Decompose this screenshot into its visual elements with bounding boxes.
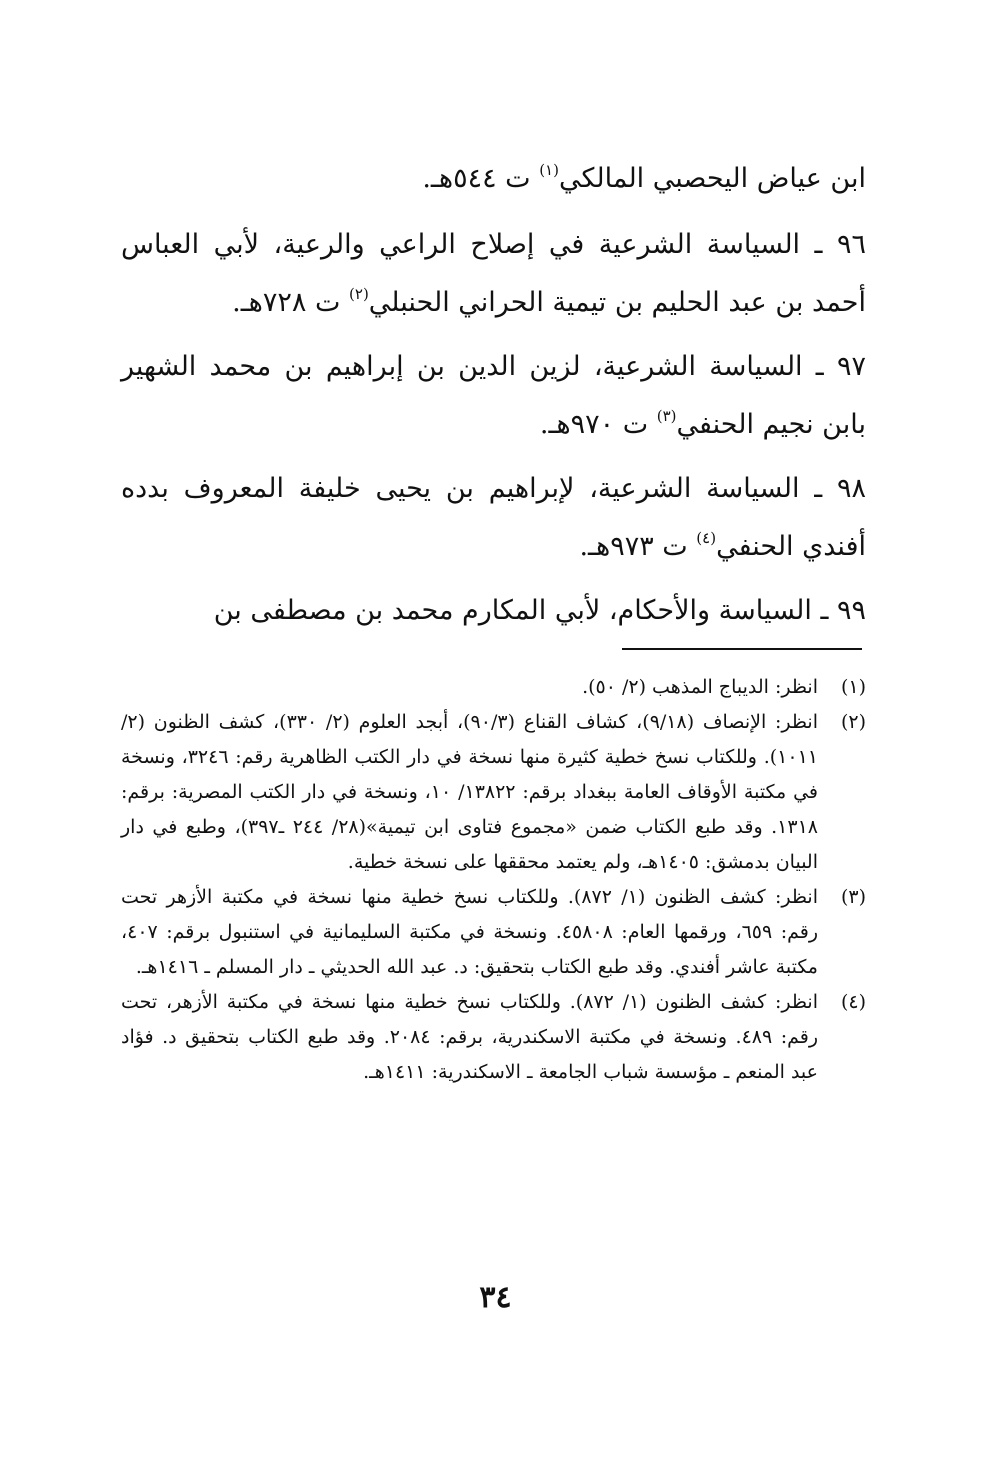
footnote-1: [121, 670, 866, 705]
entry-98: ٩٨ ـ السياسة الشرعية، لإبراهيم بن يحيى خليفة المعروف بدده أفندي الحنفي$^{(٤)}$ ت ٩٧٣هـ.: [121, 473, 866, 562]
footnote-2: [121, 705, 866, 880]
footnote-text: انظر: كشف الظنون (١/ ٨٧٢). وللكتاب نسخ خطية منها نسخة في مكتبة الأزهر تحت رقم: ٦٥٩، ورقمها العام: ٤٥٨٠٨. ونسخة في مكتبة السليمانية في استنبول برقم: ٤٠٧، مكتبة عاشر أفندي. وقد طبع الكتاب بتحقيق: د. عبد الله الحديثي ـ دار المسلم ـ ١٤١٦هـ.: [121, 886, 819, 978]
footnote-separator: [622, 648, 862, 650]
footnote-text: انظر: الديباج المذهب (٢/ ٥٠).: [582, 676, 818, 698]
footnote-3: [121, 880, 866, 985]
entry-96: ٩٦ ـ السياسة الشرعية في إصلاح الراعي والرعية، لأبي العباس أحمد بن عبد الحليم بن تيمية الحراني الحنبلي$^{(٢)}$ ت ٧٢٨هـ.: [121, 229, 866, 318]
entry-99: ٩٩ ـ السياسة والأحكام، لأبي المكارم محمد بن مصطفى بن: [213, 595, 866, 626]
page-number: ٣٤: [479, 1280, 512, 1315]
footnote-ref-1[interactable]: (١): [539, 161, 559, 179]
main-text: [121, 150, 866, 646]
footnote-4: [121, 985, 866, 1090]
footnote-number: (٣): [840, 886, 866, 908]
entry-95-continuation: ابن عياض اليحصبي المالكي$^{(١)}$ ت ٥٤٤هـ.: [422, 161, 866, 194]
footnote-text: انظر: كشف الظنون (١/ ٨٧٢). وللكتاب نسخ خطية منها نسخة في مكتبة الأزهر، تحت رقم: ٤٨٩. ونسخة في مكتبة الاسكندرية، برقم: ٢٠٨٤. وقد طبع الكتاب بتحقيق د. فؤاد عبد المنعم ـ مؤسسة شباب الجامعة ـ الاسكندرية: ١٤١١هـ.: [121, 991, 819, 1083]
footnote-text: انظر: الإنصاف (٩/١٨)، كشاف القناع (٩٠/٣)، أبجد العلوم (٢/ ٣٣٠)، كشف الظنون (٢/ ١٠١١). وللكتاب نسخ خطية كثيرة منها نسخة في دار الكتب الظاهرية رقم: ٣٢٤٦، ونسخة في مكتبة الأوقاف العامة ببغداد برقم: ١٣٨٢٢/ ١٠، ونسخة في دار الكتب المصرية: برقم: ١٣١٨. وقد طبع الكتاب ضمن «مجموع فتاوى ابن تيمية»(٢٨/ ٢٤٤ ـ٣٩٧)، وطبع في دار البيان بدمشق: ١٤٠٥هـ، ولم يعتمد محققها على نسخة خطية.: [121, 711, 819, 873]
footnote-ref-4[interactable]: (٤): [696, 529, 717, 547]
footnote-number: (٤): [840, 991, 866, 1013]
footnote-ref-3[interactable]: (٣): [656, 407, 677, 425]
footnote-ref-2[interactable]: (٢): [349, 285, 369, 303]
entry-97: ٩٧ ـ السياسة الشرعية، لزين الدين بن إبراهيم بن محمد الشهير بابن نجيم الحنفي$^{(٣)}$ ت ٩٧٠هـ.: [121, 351, 866, 440]
footnote-number: (١): [840, 676, 866, 698]
footnote-number: (٢): [840, 711, 866, 733]
footnotes: [121, 670, 866, 1090]
